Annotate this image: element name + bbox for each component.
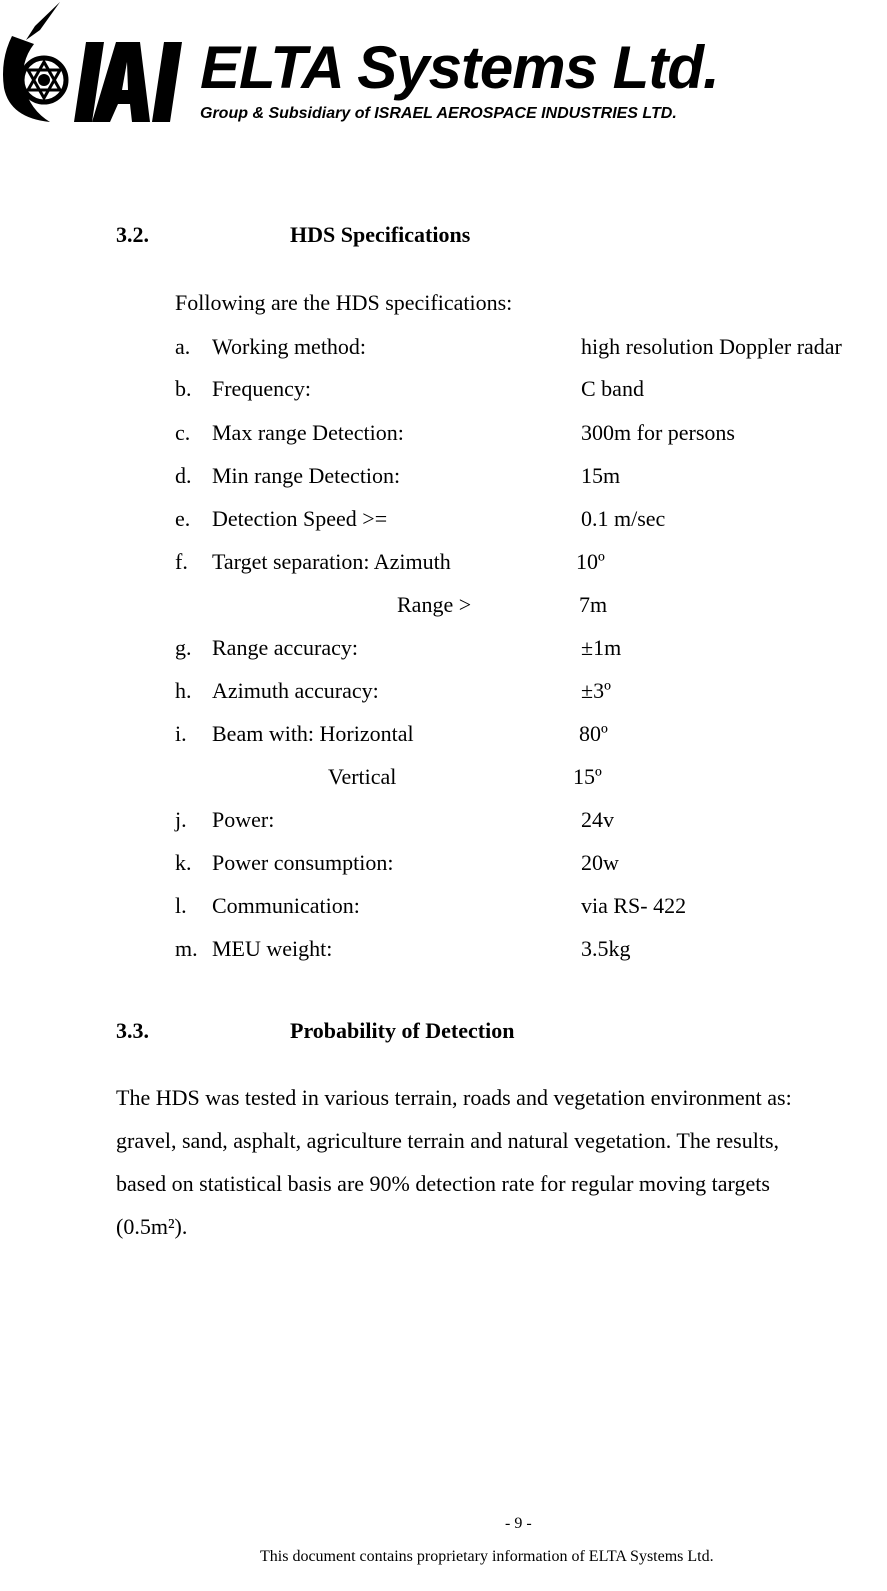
spec-label: Min range Detection: [212,463,401,488]
section-33-number: 3.3. [116,1018,149,1043]
spec-label: Azimuth accuracy: [212,678,379,703]
spec-sub-label: Range > [397,592,472,617]
proprietary-notice: This document contains proprietary information of ELTA Systems Ltd. [260,1548,714,1565]
spec-value: 3.5kg [581,936,631,961]
spec-label: Target separation: Azimuth [212,549,451,574]
section-33-title: Probability of Detection [290,1018,515,1043]
spec-label: Power: [212,807,275,832]
spec-label: Max range Detection: [212,420,404,445]
spec-letter: j. [175,807,187,832]
company-name: ELTA Systems Ltd. [200,34,719,101]
spec-letter: k. [175,850,192,875]
spec-value: ±3º [581,678,611,703]
spec-letter: h. [175,678,192,703]
spec-value: 80º [579,721,608,746]
spec-label: MEU weight: [212,936,333,961]
paragraph-line: (0.5m²). [116,1214,188,1239]
spec-letter: f. [175,549,188,574]
spec-label: Working method: [212,334,367,359]
spec-letter: g. [175,635,192,660]
page-number: - 9 - [505,1515,532,1532]
paragraph-line: based on statistical basis are 90% detection rate for regular moving targets [116,1171,770,1196]
spec-label: Communication: [212,893,360,918]
spec-value: 0.1 m/sec [581,506,666,531]
section-32-intro: Following are the HDS specifications: [175,290,513,315]
spec-letter: e. [175,506,191,531]
spec-label: Beam with: Horizontal [212,721,414,746]
spec-label: Range accuracy: [212,635,358,660]
spec-value: 300m for persons [581,420,735,445]
company-logo [0,0,740,130]
spec-letter: c. [175,420,191,445]
spec-value: 24v [581,807,614,832]
paragraph-line: The HDS was tested in various terrain, roads and vegetation environment as: [116,1085,792,1110]
spec-value: C band [581,376,644,401]
spec-value: ±1m [581,635,622,660]
section-32-title: HDS Specifications [290,222,471,247]
spec-letter: i. [175,721,187,746]
spec-letter: d. [175,463,192,488]
spec-letter: l. [175,893,187,918]
spec-value: 10º [576,549,605,574]
spec-value: 20w [581,850,619,875]
spec-sub-label: Vertical [328,764,397,789]
spec-value: 15m [581,463,621,488]
spec-sub-value: 15º [573,764,602,789]
spec-value: via RS- 422 [581,893,687,918]
spec-label: Power consumption: [212,850,394,875]
spec-letter: a. [175,334,191,359]
spec-letter: b. [175,376,192,401]
paragraph-line: gravel, sand, asphalt, agriculture terrain and natural vegetation. The results, [116,1128,780,1153]
company-tagline: Group & Subsidiary of ISRAEL AEROSPACE INDUSTRIES LTD. [200,105,677,122]
spec-value: high resolution Doppler radar [581,334,842,359]
iai-emblem-icon [0,0,200,130]
spec-sub-value: 7m [579,592,608,617]
section-32-number: 3.2. [116,222,149,247]
spec-letter: m. [175,936,198,961]
spec-label: Frequency: [212,376,311,401]
spec-label: Detection Speed >= [212,506,388,531]
